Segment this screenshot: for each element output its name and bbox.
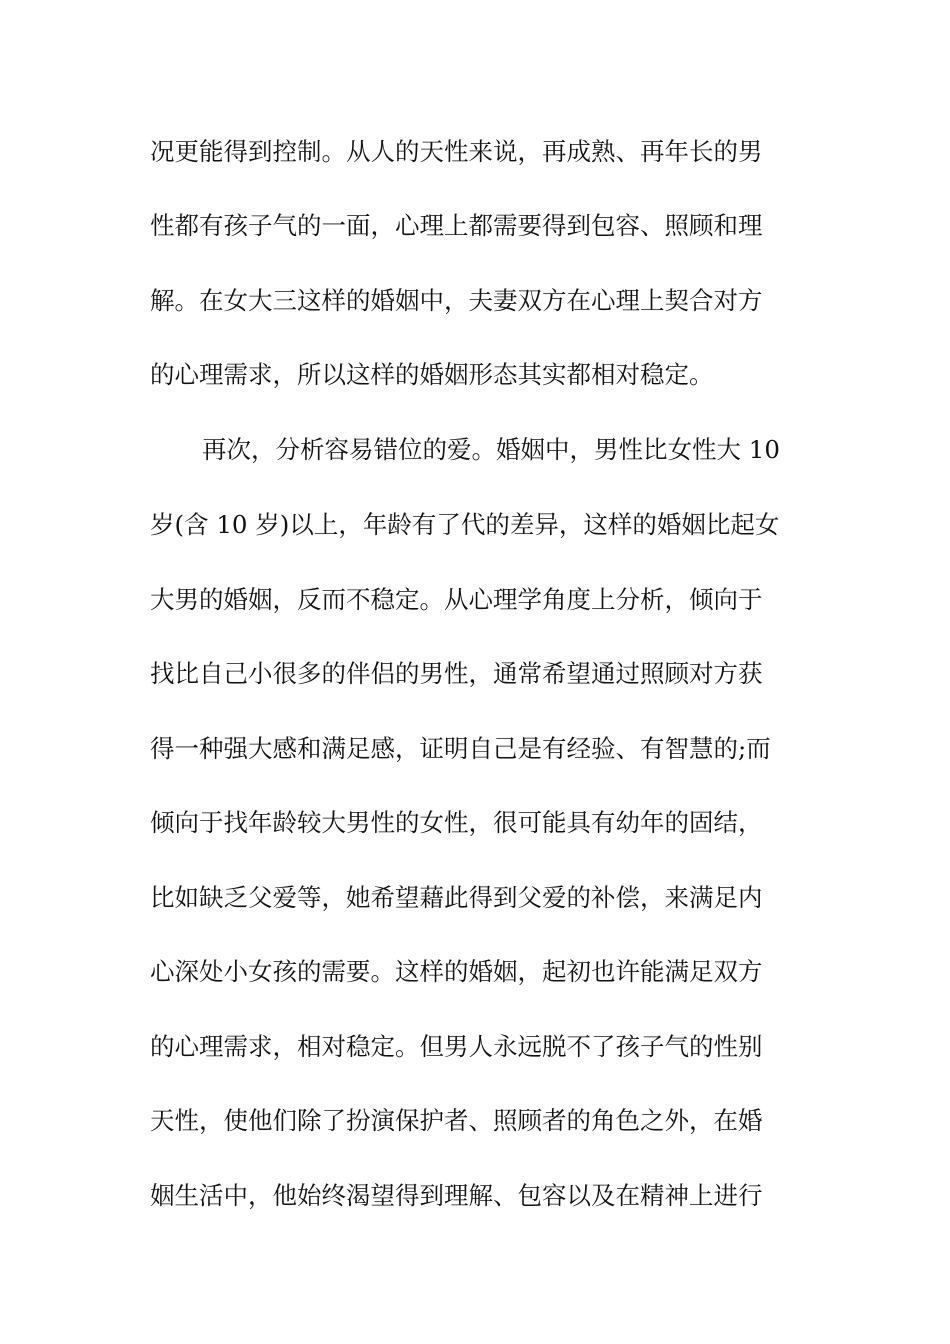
text-line: 况更能得到控制。从人的天性来说，再成熟、再年长的男 (150, 137, 763, 166)
text-line: 天性，使他们除了扮演保护者、照顾者的角色之外，在婚 (150, 1106, 763, 1135)
text-line: 比如缺乏父爱等，她希望藉此得到父爱的补偿，来满足内 (150, 883, 763, 912)
text-line: 大男的婚姻，反而不稳定。从心理学角度上分析，倾向于 (150, 585, 763, 614)
text-line: 解。在女大三这样的婚姻中，夫妻双方在心理上契合对方 (150, 286, 763, 315)
text-line: 心深处小女孩的需要。这样的婚姻，起初也许能满足双方 (150, 957, 763, 986)
text-line: 得一种强大感和满足感，证明自己是有经验、有智慧的;而 (150, 734, 771, 763)
text-line: 姻生活中，他始终渴望得到理解、包容以及在精神上进行 (150, 1181, 763, 1210)
text-line: 的心理需求，所以这样的婚姻形态其实都相对稳定。 (150, 360, 714, 389)
text-line: 性都有孩子气的一面，心理上都需要得到包容、照顾和理 (150, 211, 763, 240)
text-line: 倾向于找年龄较大男性的女性，很可能具有幼年的固结， (150, 808, 763, 837)
paragraph-first-line: 再次，分析容易错位的爱。婚姻中，男性比女性大 10 (202, 435, 780, 464)
text-line: 岁(含 10 岁)以上，年龄有了代的差异，这样的婚姻比起女 (150, 510, 780, 539)
text-line: 的心理需求，相对稳定。但男人永远脱不了孩子气的性别 (150, 1032, 763, 1061)
text-line: 找比自己小很多的伴侣的男性，通常希望通过照顾对方获 (150, 659, 763, 688)
